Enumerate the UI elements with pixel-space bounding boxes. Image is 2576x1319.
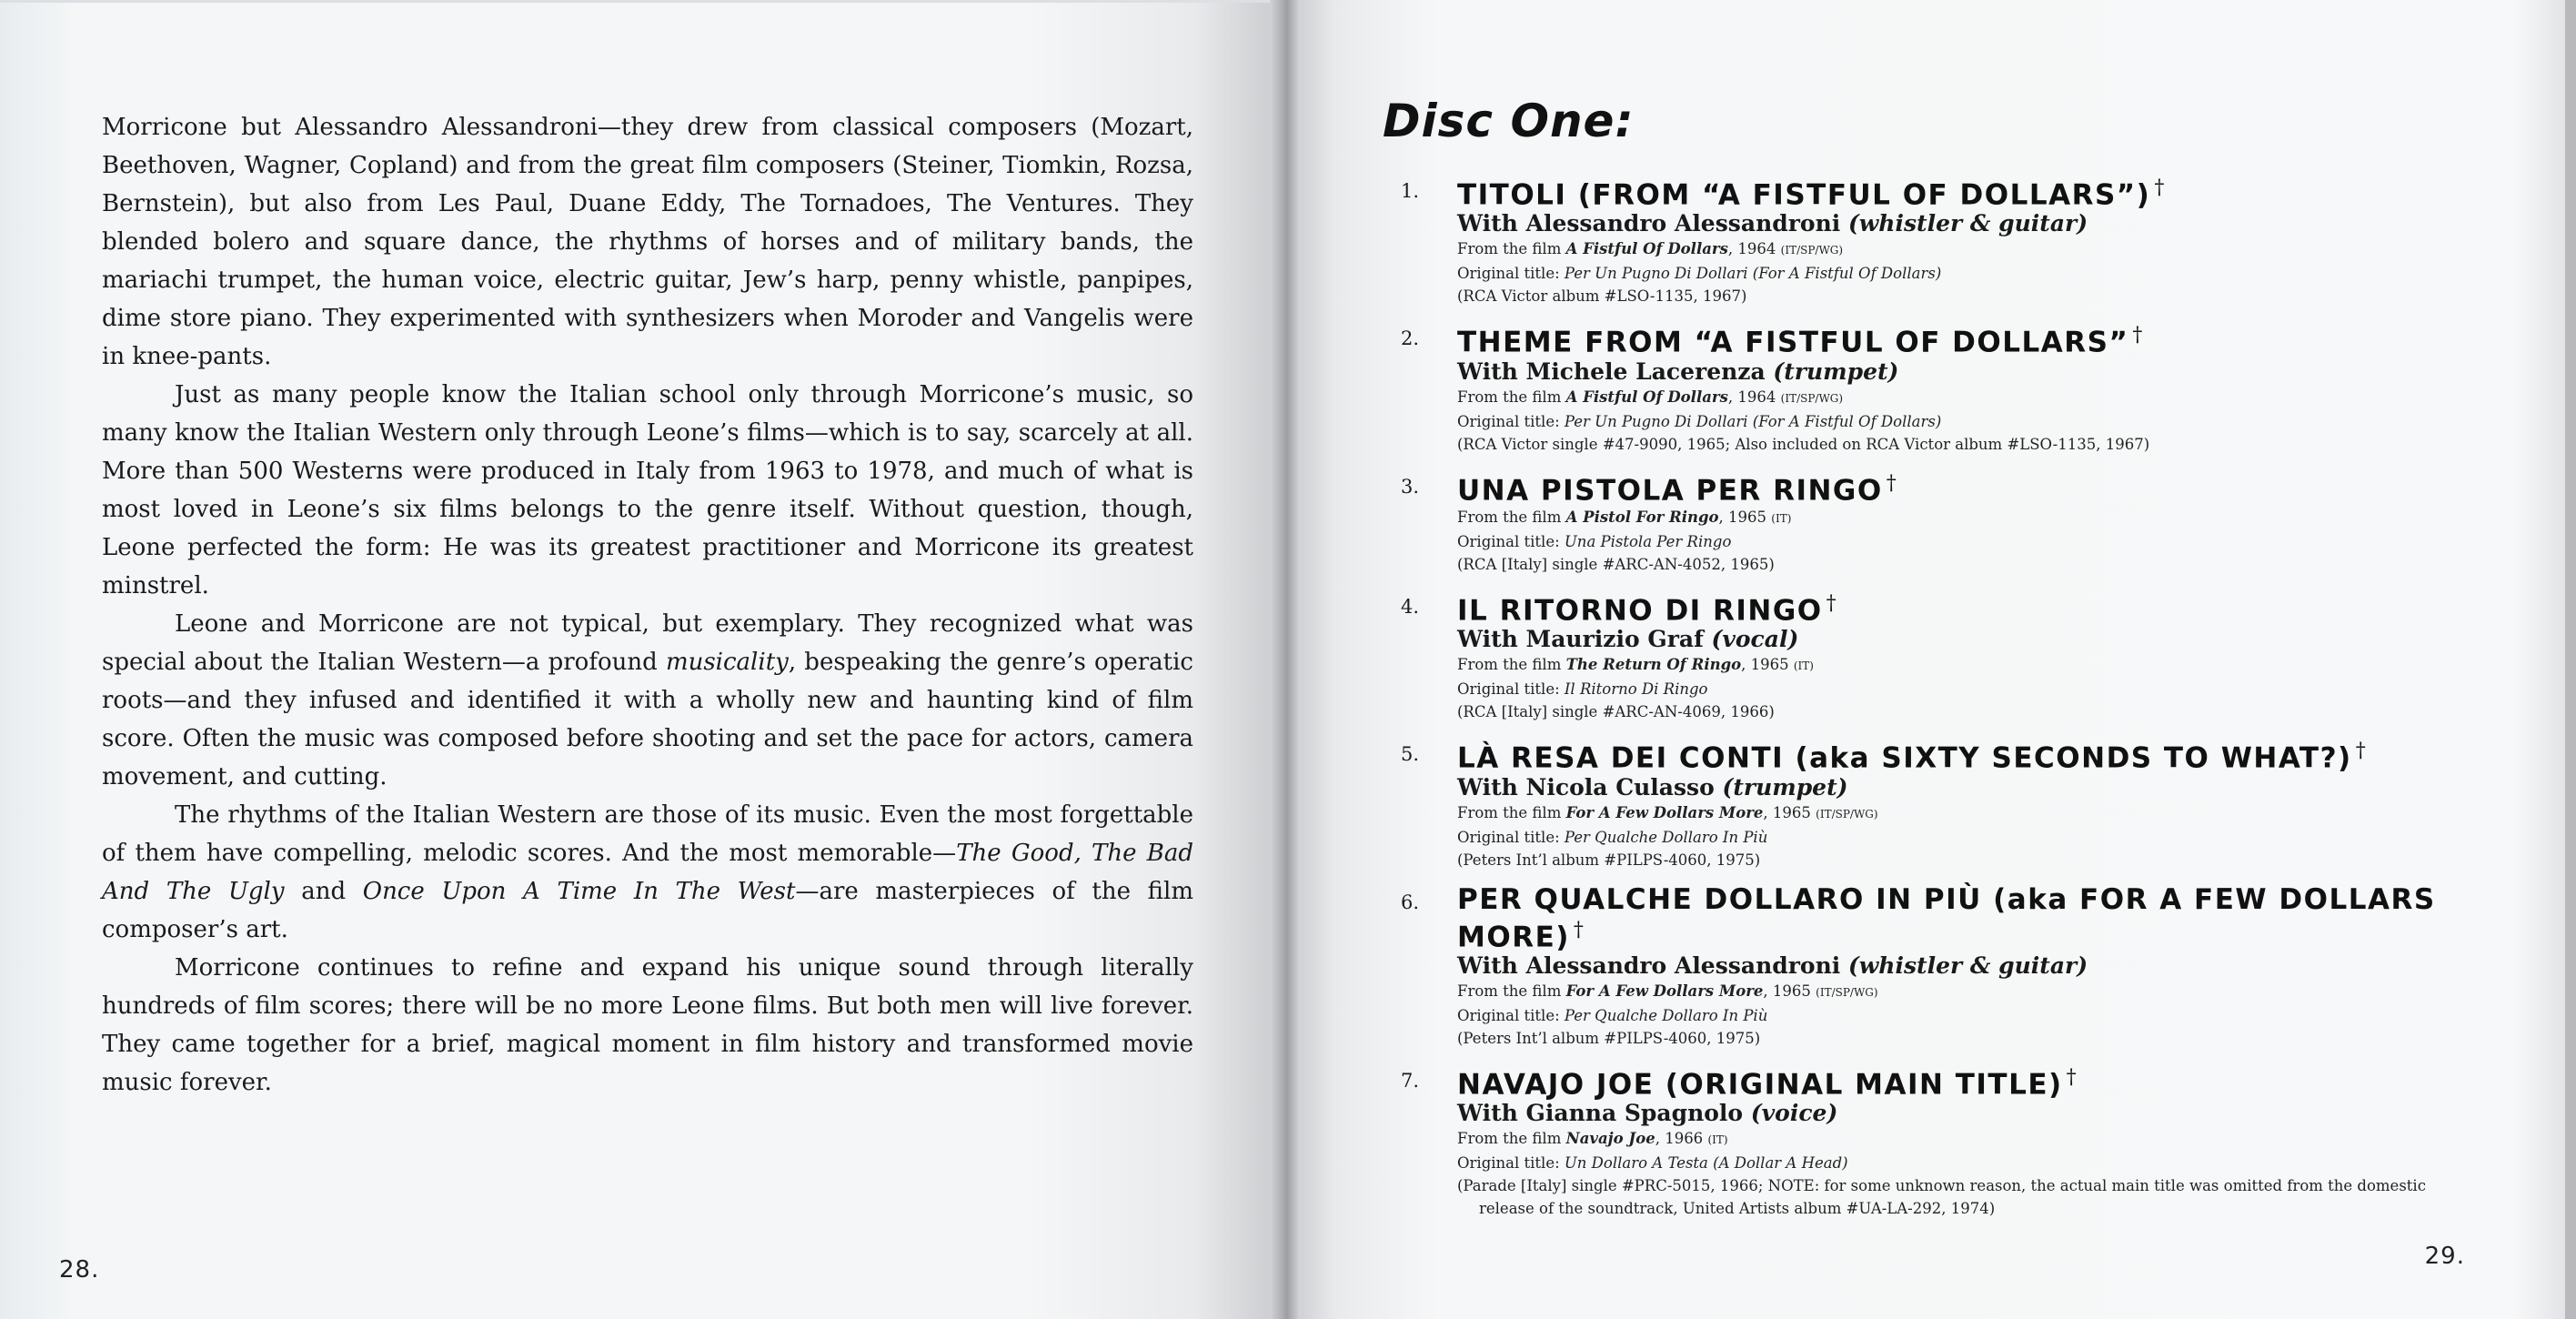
original-title-prefix: Original title: <box>1457 265 1565 283</box>
track-title <box>1457 736 2503 773</box>
track-film-line <box>1457 237 2558 262</box>
performer-name: With Michele Lacerenza <box>1457 357 1774 385</box>
track-item <box>1284 736 2558 871</box>
film-country-code: (IT) <box>1771 511 1792 525</box>
performer-name: With Maurizio Graf <box>1457 626 1712 653</box>
performer-name: With Nicola Culasso <box>1457 773 1723 800</box>
track-film-line <box>1457 801 2558 826</box>
performer-role: (whistler & guitar) <box>1847 210 2088 237</box>
film-prefix: From the film <box>1457 982 1566 1000</box>
film-year: , 1964 <box>1727 240 1781 258</box>
film-country-code: (IT/SP/WG) <box>1780 391 1844 405</box>
track-performer <box>1457 952 2558 980</box>
track-release-info: (Peters Int’l album #PILPS-4060, 1975) <box>1457 1029 1761 1047</box>
track-original-title-line <box>1457 262 2558 285</box>
track-release-info: (RCA Victor album #LSO-1135, 1967) <box>1457 287 1747 306</box>
performer-role: (trumpet) <box>1722 773 1848 800</box>
track-release-info: (Peters Int’l album #PILPS-4060, 1975) <box>1457 851 1761 869</box>
track-performer <box>1457 626 2558 653</box>
track-film-line <box>1457 653 2558 678</box>
original-title: Per Qualche Dollaro In Più <box>1564 1006 1768 1024</box>
track-title-text: UNA PISTOLA PER RINGO <box>1457 473 1883 507</box>
left-page <box>0 0 1283 1319</box>
performer-role: (whistler & guitar) <box>1847 951 2088 979</box>
essay-paragraph <box>102 949 1193 1102</box>
track-title-text: TITOLI (FROM “A FISTFUL OF DOLLARS”) <box>1457 178 2151 212</box>
film-country-code: (IT) <box>1793 660 1814 673</box>
text-run: —are masterpieces of the film composer’s art. <box>102 878 1193 943</box>
film-title: A Pistol For Ringo <box>1565 508 1719 526</box>
track-film-line <box>1457 1127 2558 1152</box>
film-country-code: (IT/SP/WG) <box>1816 807 1878 821</box>
track-performer <box>1457 774 2558 801</box>
dagger-mark: † <box>1826 591 1838 615</box>
track-item <box>1284 589 2558 723</box>
original-title-prefix: Original title: <box>1457 1154 1565 1173</box>
track-release-info: (Parade [Italy] single #PRC-5015, 1966; NOTE: for some unknown reason, the actual main title was omitted from the domestic release of the soundtrack, United Artists album #UA-LA-292, 1974) <box>1457 1177 2426 1218</box>
track-performer <box>1457 358 2558 386</box>
track-title-text: NAVAJO JOE (ORIGINAL MAIN TITLE) <box>1457 1068 2063 1102</box>
film-title: For A Few Dollars More <box>1565 982 1764 1000</box>
track-film-line <box>1457 980 2558 1004</box>
film-title: For A Few Dollars More <box>1565 803 1764 821</box>
dagger-mark: † <box>2154 176 2166 199</box>
italic-title: musicality <box>665 649 789 676</box>
film-prefix: From the film <box>1457 656 1566 674</box>
track-number: 3. <box>1401 475 1420 498</box>
film-prefix: From the film <box>1457 240 1566 258</box>
page-number-right: 29. <box>2424 1243 2465 1270</box>
track-performer <box>1457 1100 2558 1127</box>
performer-role: (vocal) <box>1711 626 1799 653</box>
essay-paragraph <box>102 796 1193 949</box>
track-original-title-line <box>1457 410 2558 433</box>
track-title <box>1457 589 2503 626</box>
track-title-text: IL RITORNO DI RINGO <box>1457 594 1823 628</box>
dagger-mark: † <box>2132 324 2144 347</box>
film-year: , 1965 <box>1741 656 1794 674</box>
track-film-line <box>1457 506 2558 530</box>
track-list <box>1284 173 2558 1233</box>
essay-paragraph <box>102 108 1193 376</box>
original-title: Per Un Pugno Di Dollari (For A Fistful Of Dollars) <box>1564 265 1942 283</box>
dagger-mark: † <box>2355 740 2368 763</box>
dagger-mark: † <box>1573 918 1585 941</box>
track-title <box>1457 884 2503 952</box>
dagger-mark: † <box>2066 1065 2078 1089</box>
track-original-title-line <box>1457 1152 2558 1174</box>
track-number: 7. <box>1401 1069 1420 1092</box>
italic-title: The Good, The Bad And The Ugly <box>102 840 1193 905</box>
track-original-title-line <box>1457 678 2558 700</box>
track-number: 6. <box>1401 891 1420 913</box>
track-item <box>1284 173 2558 307</box>
track-release-info: (RCA [Italy] single #ARC-AN-4052, 1965) <box>1457 555 1775 573</box>
text-run: The rhythms of the Italian Western are those of its music. Even the most forgettable of them have compelling, melodic scores. And the most memorable— <box>102 801 1193 867</box>
track-original-title-line <box>1457 826 2558 849</box>
original-title: Per Qualche Dollaro In Più <box>1564 828 1768 846</box>
track-number: 5. <box>1401 743 1420 766</box>
track-number: 4. <box>1401 595 1420 618</box>
track-performer <box>1457 210 2558 237</box>
film-year: , 1965 <box>1718 508 1772 526</box>
track-title <box>1457 320 2503 357</box>
track-film-line <box>1457 386 2558 410</box>
film-year: , 1966 <box>1655 1130 1708 1148</box>
original-title-prefix: Original title: <box>1457 680 1565 699</box>
performer-name: With Alessandro Alessandroni <box>1457 951 1848 979</box>
film-prefix: From the film <box>1457 803 1566 821</box>
track-number: 1. <box>1401 180 1420 202</box>
track-title <box>1457 468 2503 506</box>
original-title-prefix: Original title: <box>1457 412 1565 430</box>
performer-role: (voice) <box>1750 1100 1838 1127</box>
text-run: Just as many people know the Italian school only through Morricone’s music, so many know the Italian Western only through Leone’s films—which is to say, scarcely at all. More than 500 Westerns were produced in Italy from 1963 to 1978, and much of what is most loved in Leone’s six films belongs to the genre itself. Without question, though, Leone perfected the form: He was its greatest practitioner and Morricone its greatest minstrel. <box>102 381 1193 599</box>
original-title: Per Un Pugno Di Dollari (For A Fistful Of Dollars) <box>1564 412 1942 430</box>
film-prefix: From the film <box>1457 388 1566 406</box>
track-title-text: LÀ RESA DEI CONTI (aka SIXTY SECONDS TO WHAT?) <box>1457 741 2352 775</box>
film-title: A Fistful Of Dollars <box>1565 388 1728 406</box>
performer-name: With Gianna Spagnolo <box>1457 1100 1751 1127</box>
text-run: Leone and Morricone are not typical, but exemplary. They recognized what was special about the Italian Western—a profound <box>102 610 1193 676</box>
track-original-title-line <box>1457 1004 2558 1027</box>
track-item <box>1284 884 2558 1050</box>
performer-role: (trumpet) <box>1773 357 1899 385</box>
text-run: , bespeaking the genre’s operatic roots—and they infused and identified it with a wholly new and haunting kind of film score. Often the music was composed before shooting and set the pace for actors, camera movement, and cutting. <box>102 649 1193 790</box>
track-title-text: PER QUALCHE DOLLARO IN PIÙ (aka FOR A FEW DOLLARS MORE) <box>1457 882 2436 953</box>
track-title <box>1457 1062 2503 1100</box>
original-title: Una Pistola Per Ringo <box>1564 532 1732 550</box>
film-country-code: (IT/SP/WG) <box>1816 985 1878 999</box>
film-prefix: From the film <box>1457 508 1566 526</box>
original-title-prefix: Original title: <box>1457 1006 1565 1024</box>
track-item <box>1284 320 2558 455</box>
book-gutter <box>1270 0 1301 1319</box>
track-release-info: (RCA [Italy] single #ARC-AN-4069, 1966) <box>1457 703 1775 721</box>
film-prefix: From the film <box>1457 1130 1566 1148</box>
film-year: , 1965 <box>1763 982 1816 1000</box>
film-title: The Return Of Ringo <box>1565 656 1742 674</box>
dagger-mark: † <box>1886 471 1898 495</box>
essay-paragraph <box>102 376 1193 605</box>
film-title: Navajo Joe <box>1565 1130 1655 1148</box>
original-title-prefix: Original title: <box>1457 532 1565 550</box>
original-title-prefix: Original title: <box>1457 828 1565 846</box>
essay-paragraph <box>102 605 1193 796</box>
disc-heading: Disc One: <box>1383 95 1635 147</box>
italic-title: Once Upon A Time In The West <box>362 878 796 905</box>
track-title-text: THEME FROM “A FISTFUL OF DOLLARS” <box>1457 326 2129 359</box>
page-number-left: 28. <box>59 1256 100 1284</box>
track-number: 2. <box>1401 327 1420 350</box>
track-title <box>1457 173 2503 210</box>
text-run: Morricone continues to refine and expand his unique sound through literally hundreds of film scores; there will be no more Leone films. But both men will live forever. They came together for a brief, magical moment in film history and transformed movie music forever. <box>102 954 1193 1096</box>
essay-text <box>102 108 1193 1102</box>
original-title: Il Ritorno Di Ringo <box>1564 680 1708 699</box>
film-title: A Fistful Of Dollars <box>1565 240 1728 258</box>
performer-name: With Alessandro Alessandroni <box>1457 210 1848 237</box>
track-original-title-line <box>1457 530 2558 553</box>
text-run: Morricone but Alessandro Alessandroni—they drew from classical composers (Mozart, Beethoven, Wagner, Copland) and from the great film composers (Steiner, Tiomkin, Rozsa, Bernstein), but also from Les Paul, Duane Eddy, The Tornadoes, The Ventures. They blended bolero and square dance, the rhythms of horses and of military bands, the mariachi trumpet, the human voice, electric guitar, Jew’s harp, penny whistle, panpipes, dime store piano. They experimented with synthesizers when Moroder and Vangelis were in knee-pants. <box>102 114 1193 370</box>
track-item <box>1284 1062 2558 1220</box>
text-run: and <box>284 878 363 905</box>
original-title: Un Dollaro A Testa (A Dollar A Head) <box>1564 1154 1848 1173</box>
right-page <box>1284 0 2565 1319</box>
film-year: , 1964 <box>1727 388 1781 406</box>
film-country-code: (IT/SP/WG) <box>1780 244 1844 257</box>
film-year: , 1965 <box>1763 803 1816 821</box>
track-item <box>1284 468 2558 576</box>
film-country-code: (IT) <box>1707 1133 1728 1147</box>
track-release-info: (RCA Victor single #47-9090, 1965; Also included on RCA Victor album #LSO-1135, 1967) <box>1457 435 2150 453</box>
